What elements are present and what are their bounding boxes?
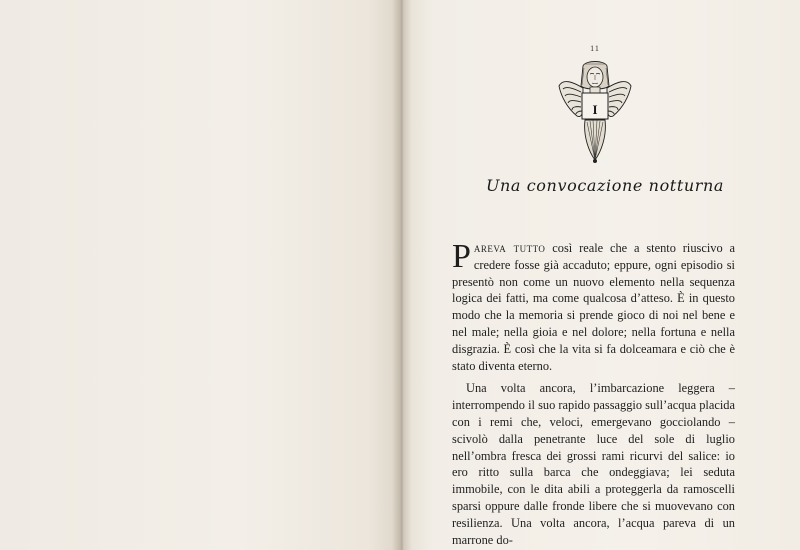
lead-in-smallcaps: areva tutto: [473, 241, 546, 255]
paragraph-2: Una volta ancora, l’imbarcazione leggera – interrompendo il suo rapido passaggio sull’acqua placida con i remi che, veloci, emergevano gocciolando – scivolò dalla penetrante luce del sole di luglio nell’ombra fresca dei grossi rami ricurvi del salice: io ero ritto sulla barca che ondeggiava; lei seduta immobile, con le dita abili a proteggerla da ramoscelli sparsi oppure dalle fronde libere che si muovevano con resilienza. Una volta ancora, l’acqua pareva di un marrone do-: [452, 381, 735, 547]
page-number: 11: [590, 44, 600, 53]
drop-cap: P: [452, 238, 471, 275]
paragraph-1-text: così reale che a stento riuscivo a credere fosse già accaduto; eppure, ogni episodio si presentò non come un nuovo elemento nella sequenza logica dei fatti, ma come qualcosa d’atteso. È in questo modo che la memoria si prende gioco di noi nel bene e nel male; nella gioia e nel dolore; nella fortuna e nella disgrazia. È così che la vita si fa dolceamara e ciò che è stato diventa eterno.: [452, 241, 736, 373]
paragraph-1: [452, 240, 735, 374]
chapter-title: Una convocazione notturna: [485, 176, 725, 195]
chapter-numeral: I: [592, 102, 598, 117]
book-gutter: [392, 0, 412, 550]
body-text: [452, 240, 735, 548]
